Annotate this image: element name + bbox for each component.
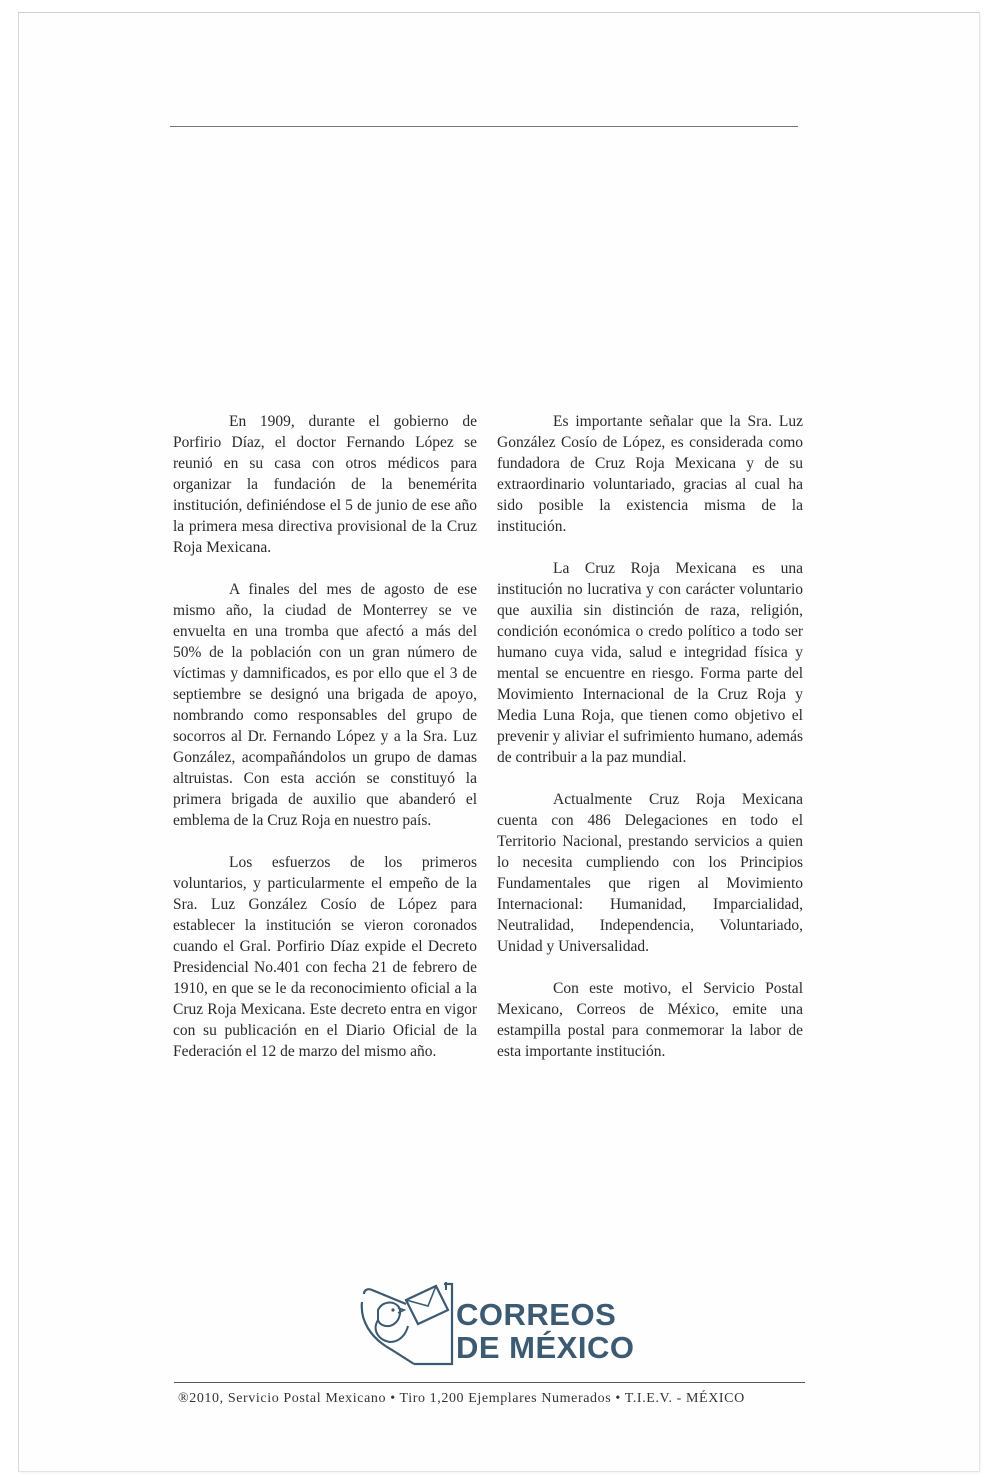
paragraph-presidential-decree: Los esfuerzos de los primeros voluntarios, y particularmente el empeño de la Sra. Luz González Cosío de López para establecer la institución se vieron coronados cuando el Gral. Porfirio Díaz expide el Decreto Presidencial No.401 con fecha 21 de febrero de 1910, en que se le da reconocimiento oficial a la Cruz Roja Mexicana. Este decreto entra en vigor con su publicación en el Diario Oficial de la Federación el 12 de marzo del mismo año. xyxy=(173,854,477,1060)
dove-envelope-icon xyxy=(356,1280,456,1370)
paragraph-founder: Es importante señalar que la Sra. Luz González Cosío de López, es considerada como fundadora de Cruz Roja Mexicana y de su extraordinario voluntariado, gracias al cual ha sido posible la existencia misma de la institución. xyxy=(497,413,803,535)
paragraph-founding-1909: En 1909, durante el gobierno de Porfirio Díaz, el doctor Fernando López se reunió en su casa con otros médicos para organizar la fundación de la benemérita institución, definiéndose el 5 de junio de ese año la primera mesa directiva provisional de la Cruz Roja Mexicana. xyxy=(173,413,477,556)
paragraph-institution-description: La Cruz Roja Mexicana es una institución no lucrativa y con carácter voluntario que auxilia sin distinción de raza, religión, condición económica o credo político a todo ser humano cuya vida, salud e integridad física y mental se encuentre en riesgo. Forma parte del Movimiento Internacional de la Cruz Roja y Media Luna Roja, que tienen como objetivo el prevenir y aliviar el sufrimiento humano, además de contribuir a la paz mundial. xyxy=(497,560,803,766)
right-text-column xyxy=(497,411,803,1083)
logo-line-de-mexico: DE MÉXICO xyxy=(456,1330,635,1365)
paragraph-stamp-issue: Con este motivo, el Servicio Postal Mexicano, Correos de México, emite una estampilla postal para conmemorar la labor de esta importante institución. xyxy=(497,980,803,1060)
logo-line-correos: CORREOS xyxy=(456,1297,617,1332)
paragraph-delegations: Actualmente Cruz Roja Mexicana cuenta con 486 Delegaciones en todo el Territorio Nacional, prestando servicios a quien lo necesita cumpliendo con los Principios Fundamentales que rigen al Movimiento Internacional: Humanidad, Imparcialidad, Neutralidad, Independencia, Voluntariado, Unidad y Universalidad. xyxy=(497,791,803,955)
correos-de-mexico-logo xyxy=(356,1280,636,1370)
footer-imprint: ®2010, Servicio Postal Mexicano • Tiro 1,200 Ejemplares Numerados • T.I.E.V. - MÉXICO xyxy=(178,1391,745,1406)
logo-wordmark xyxy=(456,1298,634,1364)
paragraph-monterrey-flood: A finales del mes de agosto de ese mismo año, la ciudad de Monterrey se ve envuelta en una tromba que afectó a más del 50% de la población con un gran número de víctimas y damnificados, es por ello que el 3 de septiembre se designó una brigada de apoyo, nombrando como responsables del grupo de socorros al Dr. Fernando López y a la Sra. Luz González, acompañándolos un grupo de damas altruistas. Con esta acción se constituyó la primera brigada de auxilio que abanderó el emblema de la Cruz Roja en nuestro país. xyxy=(173,581,477,829)
bottom-divider xyxy=(174,1382,805,1383)
top-divider xyxy=(170,126,798,127)
left-text-column xyxy=(173,411,477,1083)
